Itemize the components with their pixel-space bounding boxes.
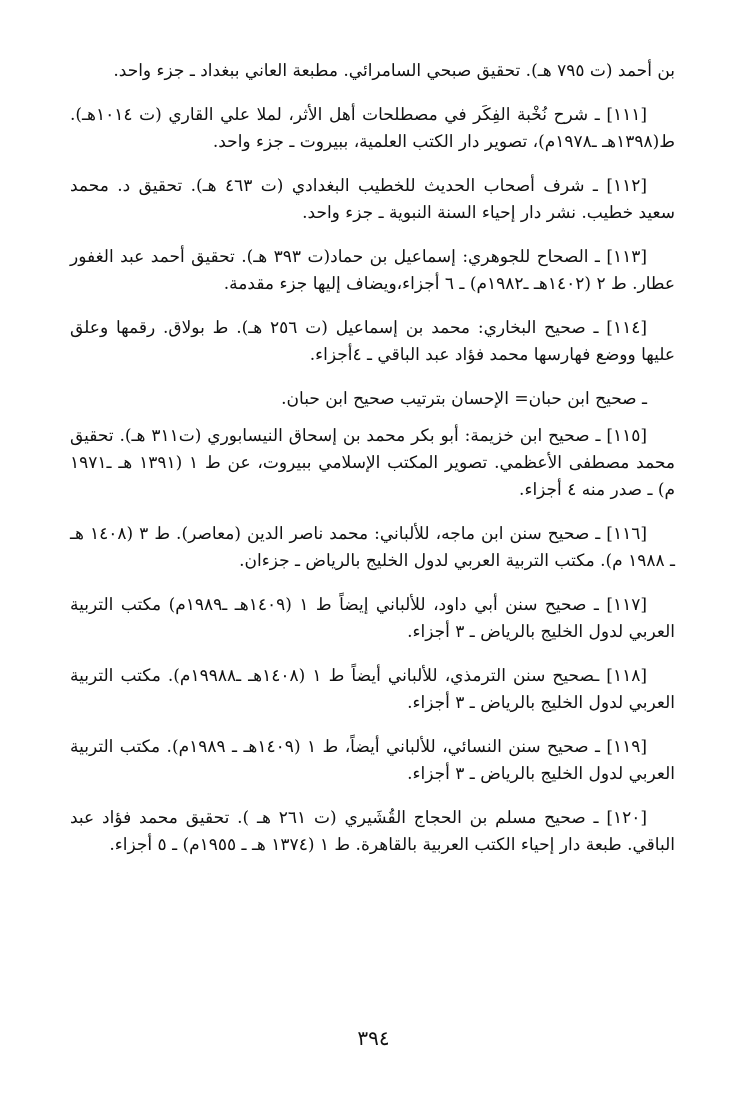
cross-reference-note: ـ صحيح ابن حبان= الإحسان بترتيب صحيح ابن حبان.	[281, 389, 647, 409]
bibliography-entry-120: [١٢٠] ـ صحيح مسلم بن الحجاج القُشَيري (ت ٢٦١ هـ ). تحقيق محمد فؤاد عبد الباقي. طبعة دار إحياء الكتب العربية بالقاهرة. ط ١ (١٣٧٤ هـ ـ ١٩٥٥م) ـ ٥ أجزاء.	[70, 808, 675, 855]
bibliography-entry-continuation: بن أحمد (ت ٧٩٥ هـ). تحقيق صبحي السامرائي. مطبعة العاني ببغداد ـ جزء واحد.	[113, 61, 675, 81]
bibliography-entry-115: [١١٥] ـ صحيح ابن خزيمة: أبو بكر محمد بن إسحاق النيسابوري (ت٣١١ هـ). تحقيق محمد مصطفى الأعظمي. تصوير المكتب الإسلامي ببيروت، عن ط ١ (١٣٩١ هـ ـ١٩٧١ م) ـ صدر منه ٤ أجزاء.	[70, 426, 675, 500]
bibliography-entry-111: [١١١] ـ شرح نُخْبة الفِكَر في مصطلحات أهل الأثر، لملا علي القاري (ت ١٠١٤هـ). ط(١٣٩٨هـ ـ١٩٧٨م)، تصوير دار الكتب العلمية، ببيروت ـ جزء واحد.	[70, 105, 675, 152]
bibliography-entry-119: [١١٩] ـ صحيح سنن النسائي، للألباني أيضاً، ط ١ (١٤٠٩هـ ـ ١٩٨٩م). مكتب التربية العربي لدول الخليج بالرياض ـ ٣ أجزاء.	[70, 737, 675, 784]
bibliography-entry-116: [١١٦] ـ صحيح سنن ابن ماجه، للألباني: محمد ناصر الدين (معاصر). ط ٣ (١٤٠٨ هـ ـ ١٩٨٨ م). مكتب التربية العربي لدول الخليج بالرياض ـ جزءان.	[70, 524, 675, 571]
bibliography-page	[70, 58, 675, 876]
bibliography-entry-112: [١١٢] ـ شرف أصحاب الحديث للخطيب البغدادي (ت ٤٦٣ هـ). تحقيق د. محمد سعيد خطيب. نشر دار إحياء السنة النبوية ـ جزء واحد.	[70, 176, 675, 223]
bibliography-entry-117: [١١٧] ـ صحيح سنن أبي داود، للألباني إيضاً ط ١ (١٤٠٩هـ ـ١٩٨٩م) مكتب التربية العربي لدول الخليج بالرياض ـ ٣ أجزاء.	[70, 595, 675, 642]
bibliography-entry-118: [١١٨] ـصحيح سنن الترمذي، للألباني أيضاً ط ١ (١٤٠٨هـ ـ١٩٩٨٨م). مكتب التربية العربي لدول الخليج بالرياض ـ ٣ أجزاء.	[70, 666, 675, 713]
page-number: ٣٩٤	[357, 1026, 390, 1050]
bibliography-entry-113: [١١٣] ـ الصحاح للجوهري: إسماعيل بن حماد(ت ٣٩٣ هـ). تحقيق أحمد عبد الغفور عطار. ط ٢ (١٤٠٢هـ ـ١٩٨٢م) ـ ٦ أجزاء،ويضاف إليها جزء مقدمة.	[70, 247, 675, 294]
bibliography-entry-114: [١١٤] ـ صحيح البخاري: محمد بن إسماعيل (ت ٢٥٦ هـ). ط بولاق. رقمها وعلق عليها ووضع فهارسها محمد فؤاد عبد الباقي ـ ٤أجزاء.	[70, 318, 675, 365]
